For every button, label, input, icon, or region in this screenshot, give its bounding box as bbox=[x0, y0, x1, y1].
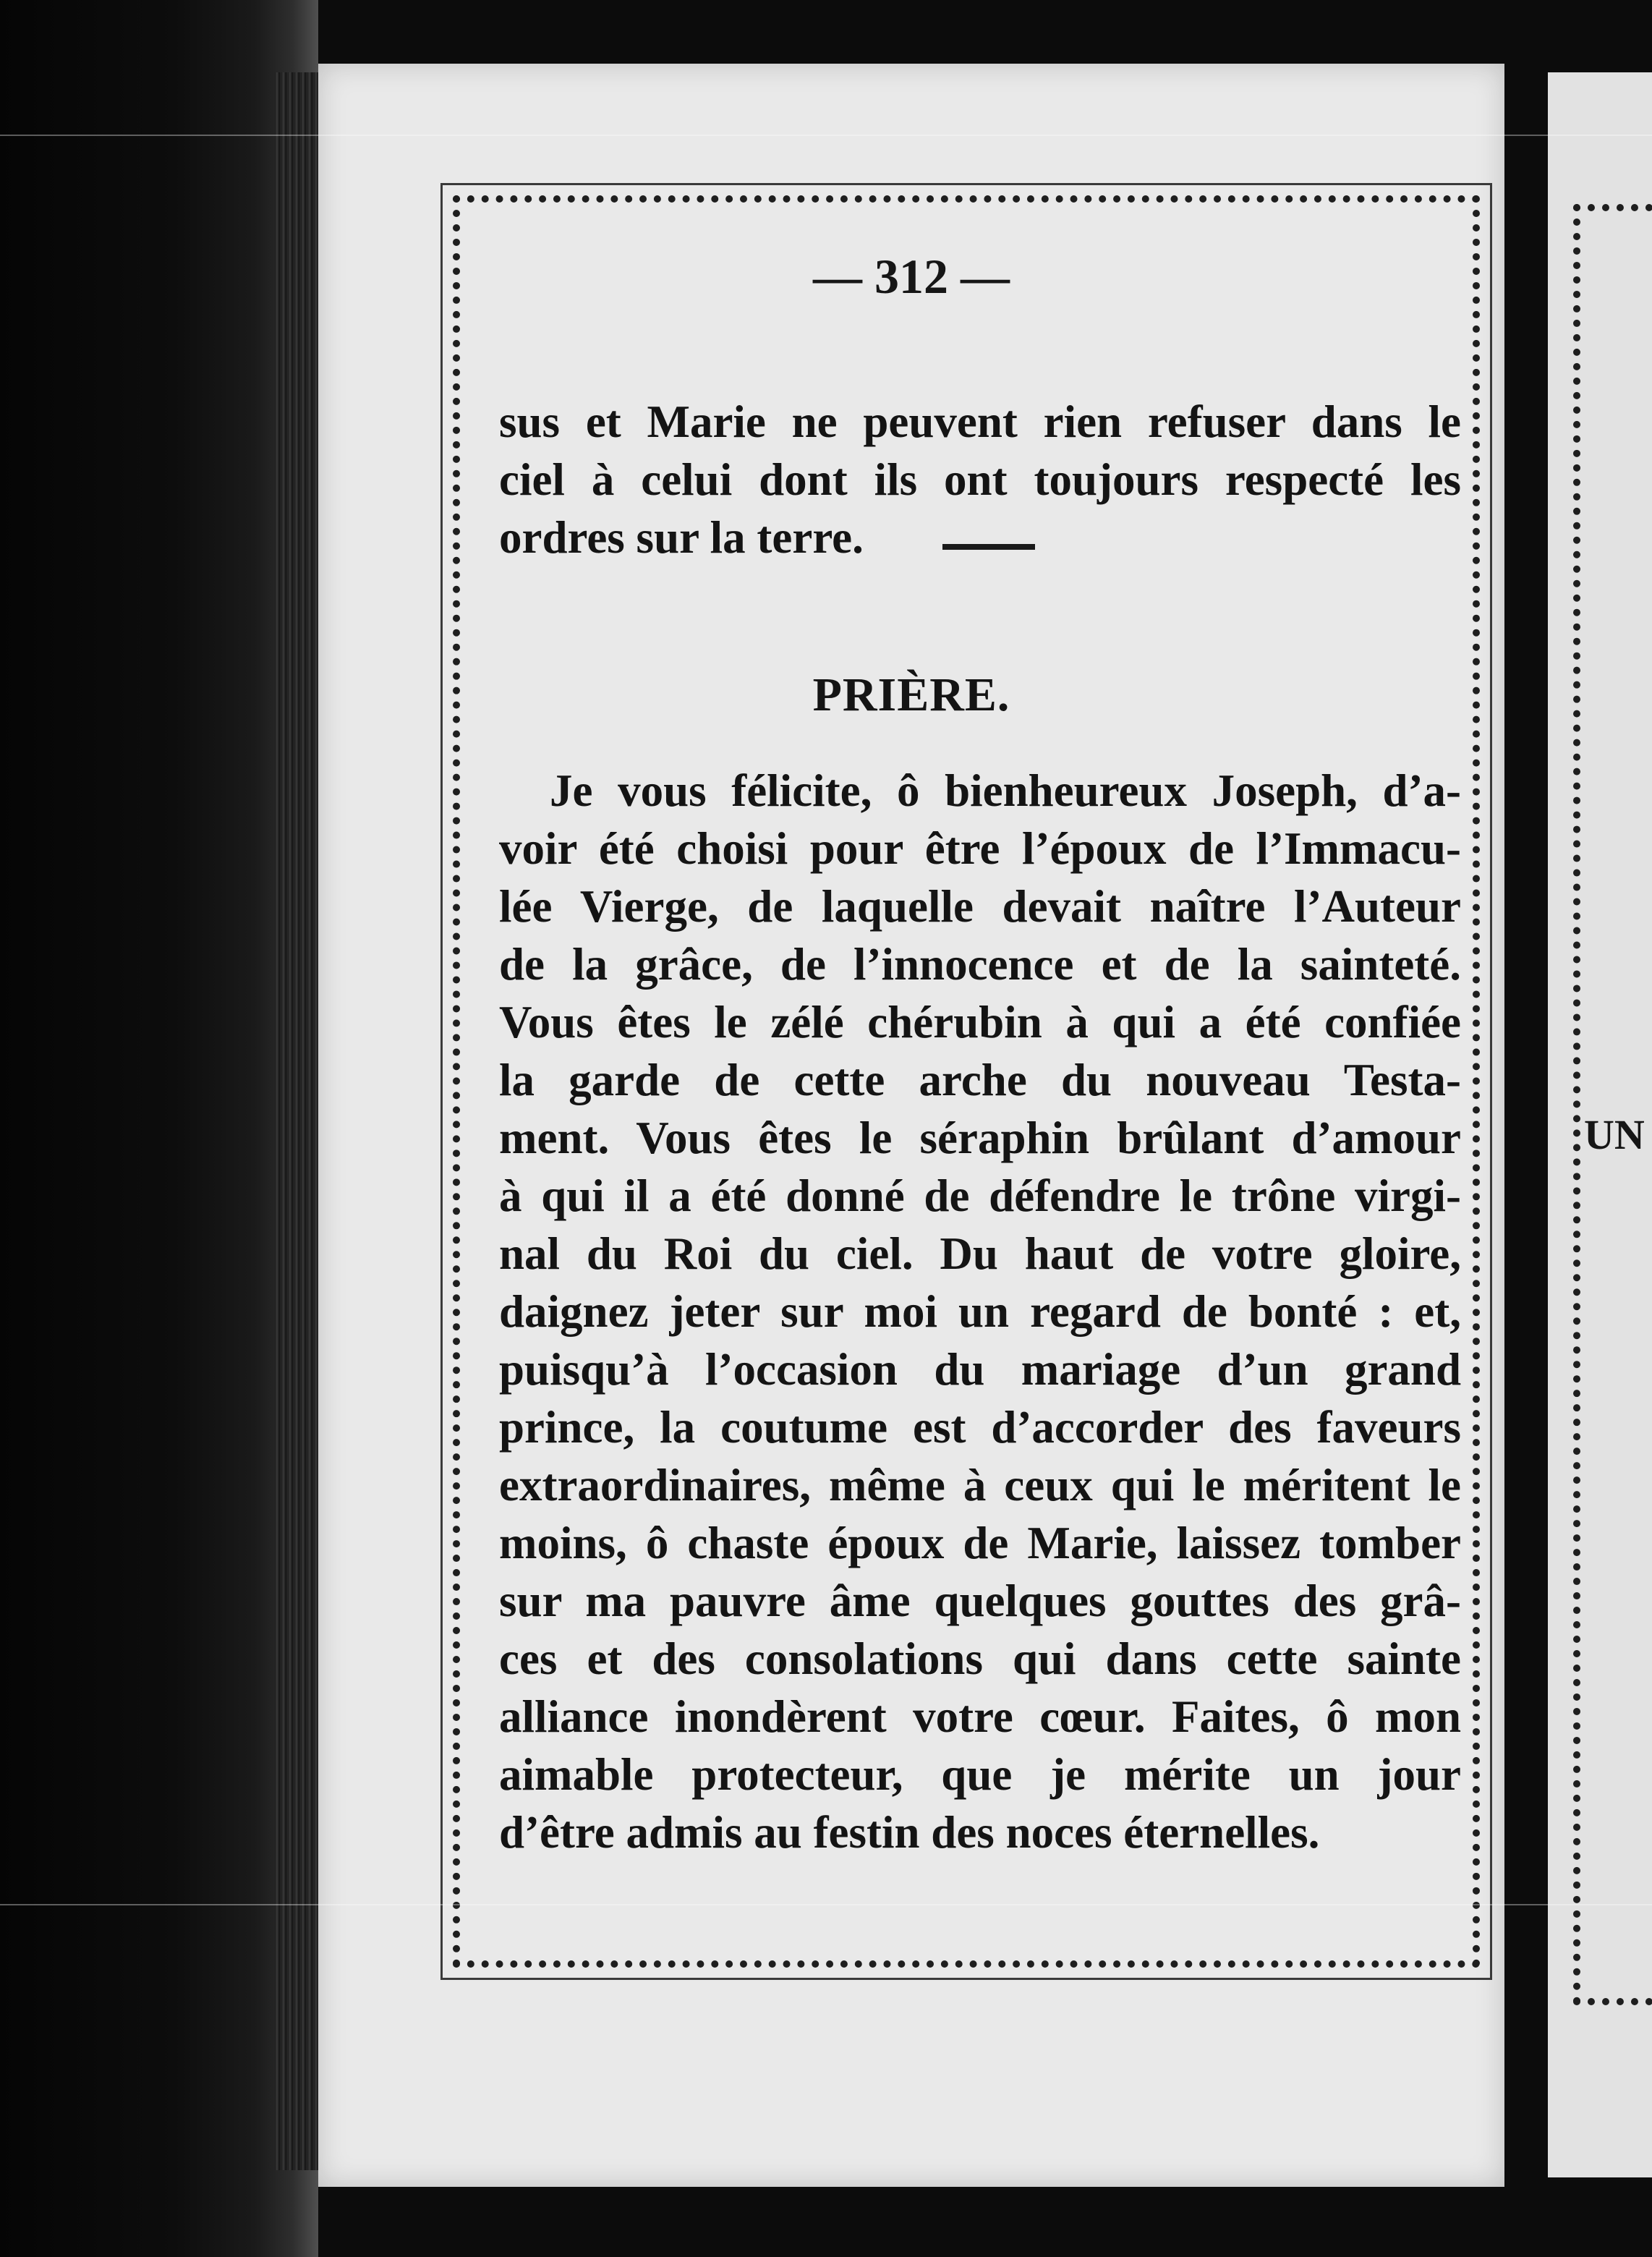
text-line: lée Vierge, de laquelle devait naître l’Auteur bbox=[499, 881, 1461, 932]
text-line: prince, la coutume est d’accorder des faveurs bbox=[499, 1402, 1461, 1453]
text-line: ciel à celui dont ils ont toujours respecté les bbox=[499, 454, 1461, 505]
text-line: la garde de cette arche du nouveau Testa- bbox=[499, 1055, 1461, 1105]
section-heading: PRIÈRE. bbox=[812, 668, 1010, 721]
text-line: voir été choisi pour être l’époux de l’Immacu- bbox=[499, 823, 1461, 874]
text-line: extraordinaires, même à ceux qui le méritent le bbox=[499, 1460, 1461, 1510]
facing-page-word: UN bbox=[1584, 1111, 1645, 1158]
text-line: ordres sur la terre. bbox=[499, 512, 864, 563]
page-number: — 312 — bbox=[813, 249, 1010, 304]
binding-gutter bbox=[0, 0, 318, 2257]
text-line: Vous êtes le zélé chérubin à qui a été confiée bbox=[499, 997, 1461, 1047]
text-line: moins, ô chaste époux de Marie, laissez tomber bbox=[499, 1518, 1461, 1568]
book-page bbox=[318, 64, 1504, 2187]
section-divider bbox=[942, 544, 1035, 550]
text-line: puisqu’à l’occasion du mariage d’un grand bbox=[499, 1344, 1461, 1395]
text-line: aimable protecteur, que je mérite un jour bbox=[499, 1749, 1461, 1800]
text-line: ces et des consolations qui dans cette sainte bbox=[499, 1633, 1461, 1684]
text-line: ment. Vous êtes le séraphin brûlant d’amour bbox=[499, 1113, 1461, 1163]
text-line: daignez jeter sur moi un regard de bonté : et, bbox=[499, 1286, 1461, 1337]
text-line: de la grâce, de l’innocence et de la sainteté. bbox=[499, 939, 1461, 990]
text-line: Je vous félicite, ô bienheureux Joseph, d’a- bbox=[550, 765, 1461, 816]
text-line: sur ma pauvre âme quelques gouttes des grâ- bbox=[499, 1576, 1461, 1626]
facing-page-border bbox=[1573, 204, 1652, 2005]
scan-artifact-line bbox=[0, 135, 1652, 136]
text-line: alliance inondèrent votre cœur. Faites, ô mon bbox=[499, 1691, 1461, 1742]
continuation-paragraph bbox=[499, 393, 1461, 566]
text-line: nal du Roi du ciel. Du haut de votre gloire, bbox=[499, 1228, 1461, 1279]
text-line: sus et Marie ne peuvent rien refuser dans le bbox=[499, 396, 1461, 447]
prayer-paragraph bbox=[499, 762, 1461, 1861]
text-line: d’être admis au festin des noces éternelles. bbox=[499, 1807, 1320, 1858]
scan-artifact-line bbox=[0, 1904, 1652, 1905]
text-line: à qui il a été donné de défendre le trône virgi- bbox=[499, 1170, 1461, 1221]
